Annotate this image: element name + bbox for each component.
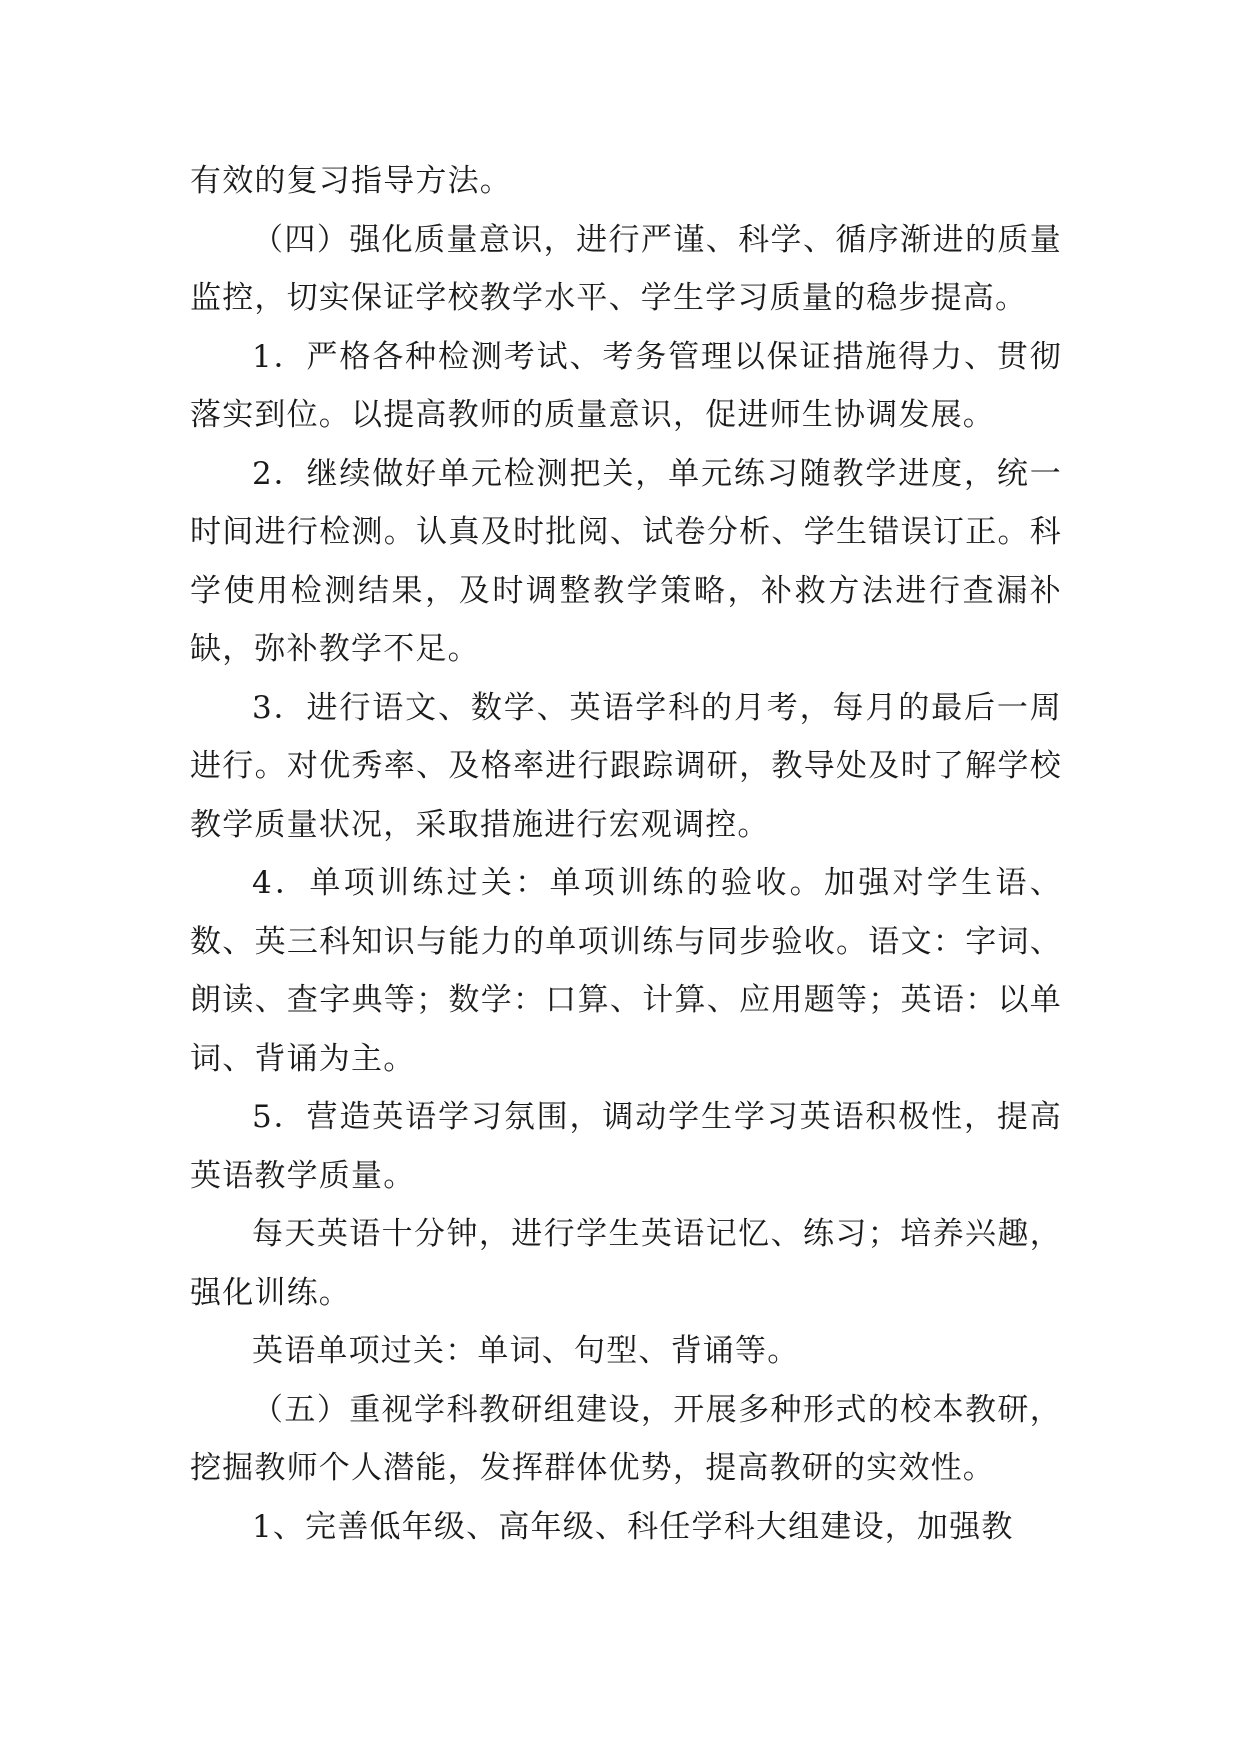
- list-item: 1．严格各种检测考试、考务管理以保证措施得力、贯彻落实到位。以提高教师的质量意识，促进师生协调发展。: [190, 338, 1062, 433]
- list-item: 3．进行语文、数学、英语学科的月考，每月的最后一周进行。对优秀率、及格率进行跟踪调研，教导处及时了解学校教学质量状况，采取措施进行宏观调控。: [190, 689, 1062, 843]
- list-item: 2．继续做好单元检测把关，单元练习随教学进度，统一时间进行检测。认真及时批阅、试卷分析、学生错误订正。科学使用检测结果，及时调整教学策略，补救方法进行查漏补缺，弥补教学不足。: [190, 455, 1062, 667]
- list-item: 5．营造英语学习氛围，调动学生学习英语积极性，提高英语教学质量。: [190, 1099, 1062, 1194]
- paragraph: 英语单项过关：单词、句型、背诵等。: [252, 1333, 800, 1369]
- document-body: [190, 152, 1062, 1556]
- section-heading-four: （四）强化质量意识，进行严谨、科学、循序渐进的质量监控，切实保证学校教学水平、学生学习质量的稳步提高。: [190, 221, 1062, 316]
- paragraph: 每天英语十分钟，进行学生英语记忆、练习；培养兴趣，强化训练。: [190, 1216, 1062, 1311]
- paragraph: 有效的复习指导方法。: [190, 163, 512, 199]
- list-item: 1、完善低年级、高年级、科任学科大组建设，加强教: [252, 1508, 1014, 1545]
- list-item: 4．单项训练过关：单项训练的验收。加强对学生语、数、英三科知识与能力的单项训练与同步验收。语文：字词、朗读、查字典等；数学：口算、计算、应用题等；英语：以单词、背诵为主。: [190, 865, 1062, 1077]
- section-heading-five: （五）重视学科教研组建设，开展多种形式的校本教研，挖掘教师个人潜能，发挥群体优势，提高教研的实效性。: [190, 1391, 1062, 1486]
